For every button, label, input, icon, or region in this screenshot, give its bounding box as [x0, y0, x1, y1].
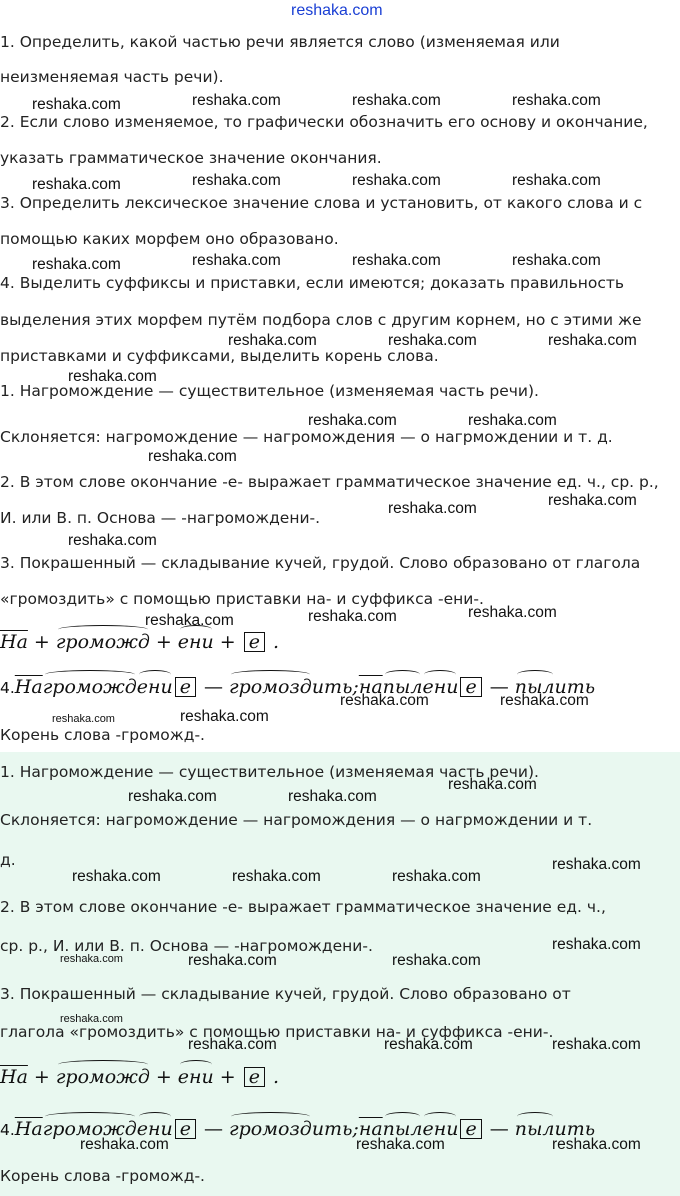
- w1-suffix: ени: [137, 1112, 173, 1140]
- watermark: reshaka.com: [468, 412, 557, 429]
- w1-prefix: На: [14, 1118, 43, 1140]
- w3-ending: е: [460, 1119, 481, 1139]
- watermark: reshaka.com: [548, 332, 637, 349]
- answer1-step-2: 2. В этом слове окончание -е- выражает грамматическое значение ед. ч., ср. р.,: [0, 473, 659, 491]
- watermark: reshaka.com: [180, 708, 269, 725]
- watermark: reshaka.com: [340, 692, 429, 709]
- root-mark: громожд: [56, 625, 150, 653]
- morpheme-formula-2: [0, 1060, 279, 1088]
- formula-dot: .: [273, 1066, 280, 1088]
- answer1-step-1: 1. Нагромождение — существительное (изменяемая часть речи).: [0, 382, 539, 400]
- watermark: reshaka.com: [392, 868, 481, 885]
- watermark: reshaka.com: [448, 776, 537, 793]
- watermark: reshaka.com: [352, 92, 441, 109]
- w3-root: пыл: [383, 1112, 423, 1140]
- plus-sign: +: [155, 631, 172, 653]
- watermark: reshaka.com: [145, 612, 234, 629]
- watermark: reshaka.com: [192, 252, 281, 269]
- w4-rest: ить: [554, 1118, 596, 1140]
- answer2-step-1-cont2: д.: [0, 851, 16, 869]
- w3-root: пыл: [383, 670, 423, 698]
- watermark: reshaka.com: [228, 332, 317, 349]
- w2-rest: ить;: [311, 676, 359, 698]
- answer2-step-1-cont: Склоняется: нагромождение — нагромождения — о нагрмождении и т.: [0, 811, 593, 829]
- watermark: reshaka.com: [548, 492, 637, 509]
- watermark: reshaka.com: [468, 604, 557, 621]
- dash: —: [489, 1118, 509, 1140]
- answer2-root-line: Корень слова -громожд-.: [0, 1167, 205, 1185]
- watermark: reshaka.com: [352, 252, 441, 269]
- watermark: reshaka.com: [32, 256, 121, 273]
- plus-sign: +: [219, 631, 236, 653]
- site-header-link[interactable]: reshaka.com: [291, 2, 383, 19]
- w4-rest: ить: [554, 676, 596, 698]
- watermark: reshaka.com: [552, 856, 641, 873]
- watermark: reshaka.com: [68, 532, 157, 549]
- answer1-step-3: 3. Покрашенный — складывание кучей, грудой. Слово образовано от глагола: [0, 554, 641, 572]
- answer2-step-3: 3. Покрашенный — складывание кучей, грудой. Слово образовано от: [0, 985, 571, 1003]
- answer2-step-3-cont: глагола «громоздить» с помощью приставки на- и суффикса -ени-.: [0, 1023, 554, 1041]
- plus-sign: +: [219, 1066, 236, 1088]
- w1-prefix: На: [14, 676, 43, 698]
- answer2-step-1: 1. Нагромождение — существительное (изменяемая часть речи).: [0, 763, 539, 781]
- plus-sign: +: [33, 1066, 50, 1088]
- root-mark: громожд: [56, 1060, 150, 1088]
- w1-ending: е: [175, 677, 196, 697]
- prefix-mark: На: [0, 631, 28, 653]
- intro-step-3-cont: помощью каких морфем оно образовано.: [0, 230, 339, 248]
- watermark: reshaka.com: [32, 96, 121, 113]
- watermark: reshaka.com: [192, 92, 281, 109]
- intro-step-4-cont2: приставками и суффиксами, выделить корень слова.: [0, 347, 439, 365]
- dash: —: [489, 676, 509, 698]
- dash: —: [204, 676, 223, 698]
- plus-sign: +: [33, 631, 50, 653]
- w1-suffix: ени: [137, 670, 173, 698]
- watermark: reshaka.com: [308, 608, 397, 625]
- w3-prefix: на: [358, 1118, 383, 1140]
- watermark: reshaka.com: [288, 788, 377, 805]
- answer1-step-1-cont: Склоняется: нагромождение — нагромождения — о нагрмождении и т. д.: [0, 428, 613, 446]
- w4-root: пыл: [515, 670, 555, 698]
- watermark: reshaka.com: [384, 1036, 473, 1053]
- suffix-mark: ени: [178, 625, 214, 653]
- watermark: reshaka.com: [392, 952, 481, 969]
- dash: —: [204, 1118, 223, 1140]
- watermark: reshaka.com: [512, 172, 601, 189]
- answer2-step-2: 2. В этом слове окончание -е- выражает грамматическое значение ед. ч.,: [0, 898, 606, 916]
- watermark: reshaka.com: [188, 952, 277, 969]
- intro-step-1-cont: неизменяемая часть речи).: [0, 68, 224, 86]
- watermark: reshaka.com: [232, 868, 321, 885]
- watermark: reshaka.com: [80, 1136, 169, 1153]
- answer2-step-2-cont: ср. р., И. или В. п. Основа — -нагромождени-.: [0, 937, 373, 955]
- watermark: reshaka.com: [188, 1036, 277, 1053]
- w3-suffix: ени: [422, 670, 458, 698]
- watermark: reshaka.com: [552, 1136, 641, 1153]
- w3-suffix: ени: [422, 1112, 458, 1140]
- plus-sign: +: [155, 1066, 172, 1088]
- watermark: reshaka.com: [552, 1036, 641, 1053]
- watermark: reshaka.com: [308, 412, 397, 429]
- intro-step-1: 1. Определить, какой частью речи является слово (изменяемая или: [0, 33, 560, 51]
- w2-root: громозд: [229, 670, 312, 698]
- watermark: reshaka.com: [552, 936, 641, 953]
- morpheme-formula: [0, 625, 279, 653]
- w2-rest: ить;: [311, 1118, 359, 1140]
- intro-step-4: 4. Выделить суффиксы и приставки, если имеются; доказать правильность: [0, 274, 625, 292]
- ending-box: е: [244, 1067, 265, 1087]
- w3-prefix: на: [358, 676, 383, 698]
- watermark: reshaka.com: [72, 868, 161, 885]
- watermark: reshaka.com: [388, 332, 477, 349]
- w2-root: громозд: [229, 1112, 312, 1140]
- ending-box: е: [244, 632, 265, 652]
- step-number: 4.: [0, 679, 15, 697]
- watermark: reshaka.com: [388, 500, 477, 517]
- w4-root: пыл: [515, 1112, 555, 1140]
- watermark: reshaka.com: [352, 172, 441, 189]
- watermark: reshaka.com: [148, 448, 237, 465]
- watermark: reshaka.com: [512, 92, 601, 109]
- watermark: reshaka.com: [32, 176, 121, 193]
- w1-root: громожд: [43, 1112, 137, 1140]
- formula-dot: .: [273, 631, 280, 653]
- prefix-mark: На: [0, 1066, 28, 1088]
- watermark: reshaka.com: [500, 692, 589, 709]
- watermark: reshaka.com: [512, 252, 601, 269]
- w1-root: громожд: [43, 670, 137, 698]
- intro-step-2-cont: указать грамматическое значение окончания.: [0, 149, 382, 167]
- watermark: reshaka.com: [192, 172, 281, 189]
- w1-ending: е: [175, 1119, 196, 1139]
- answer1-step-2-cont: И. или В. п. Основа — -нагромождени-.: [0, 509, 321, 527]
- answer1-step-3-cont: «громоздить» с помощью приставки на- и суффикса -ени-.: [0, 590, 484, 608]
- watermark: reshaka.com: [52, 713, 115, 725]
- intro-step-3: 3. Определить лексическое значение слова и установить, от какого слова и с: [0, 194, 643, 212]
- watermark: reshaka.com: [68, 368, 157, 385]
- suffix-mark: ени: [178, 1060, 214, 1088]
- watermark: reshaka.com: [356, 1136, 445, 1153]
- watermark: reshaka.com: [60, 1013, 123, 1025]
- w3-ending: е: [460, 677, 481, 697]
- answer1-root-line: Корень слова -громожд-.: [0, 726, 205, 744]
- intro-step-2: 2. Если слово изменяемое, то графически обозначить его основу и окончание,: [0, 113, 648, 131]
- step-number: 4.: [0, 1121, 15, 1139]
- intro-step-4-cont: выделения этих морфем путём подбора слов с другим корнем, но с этими же: [0, 311, 642, 329]
- watermark: reshaka.com: [60, 953, 123, 965]
- watermark: reshaka.com: [128, 788, 217, 805]
